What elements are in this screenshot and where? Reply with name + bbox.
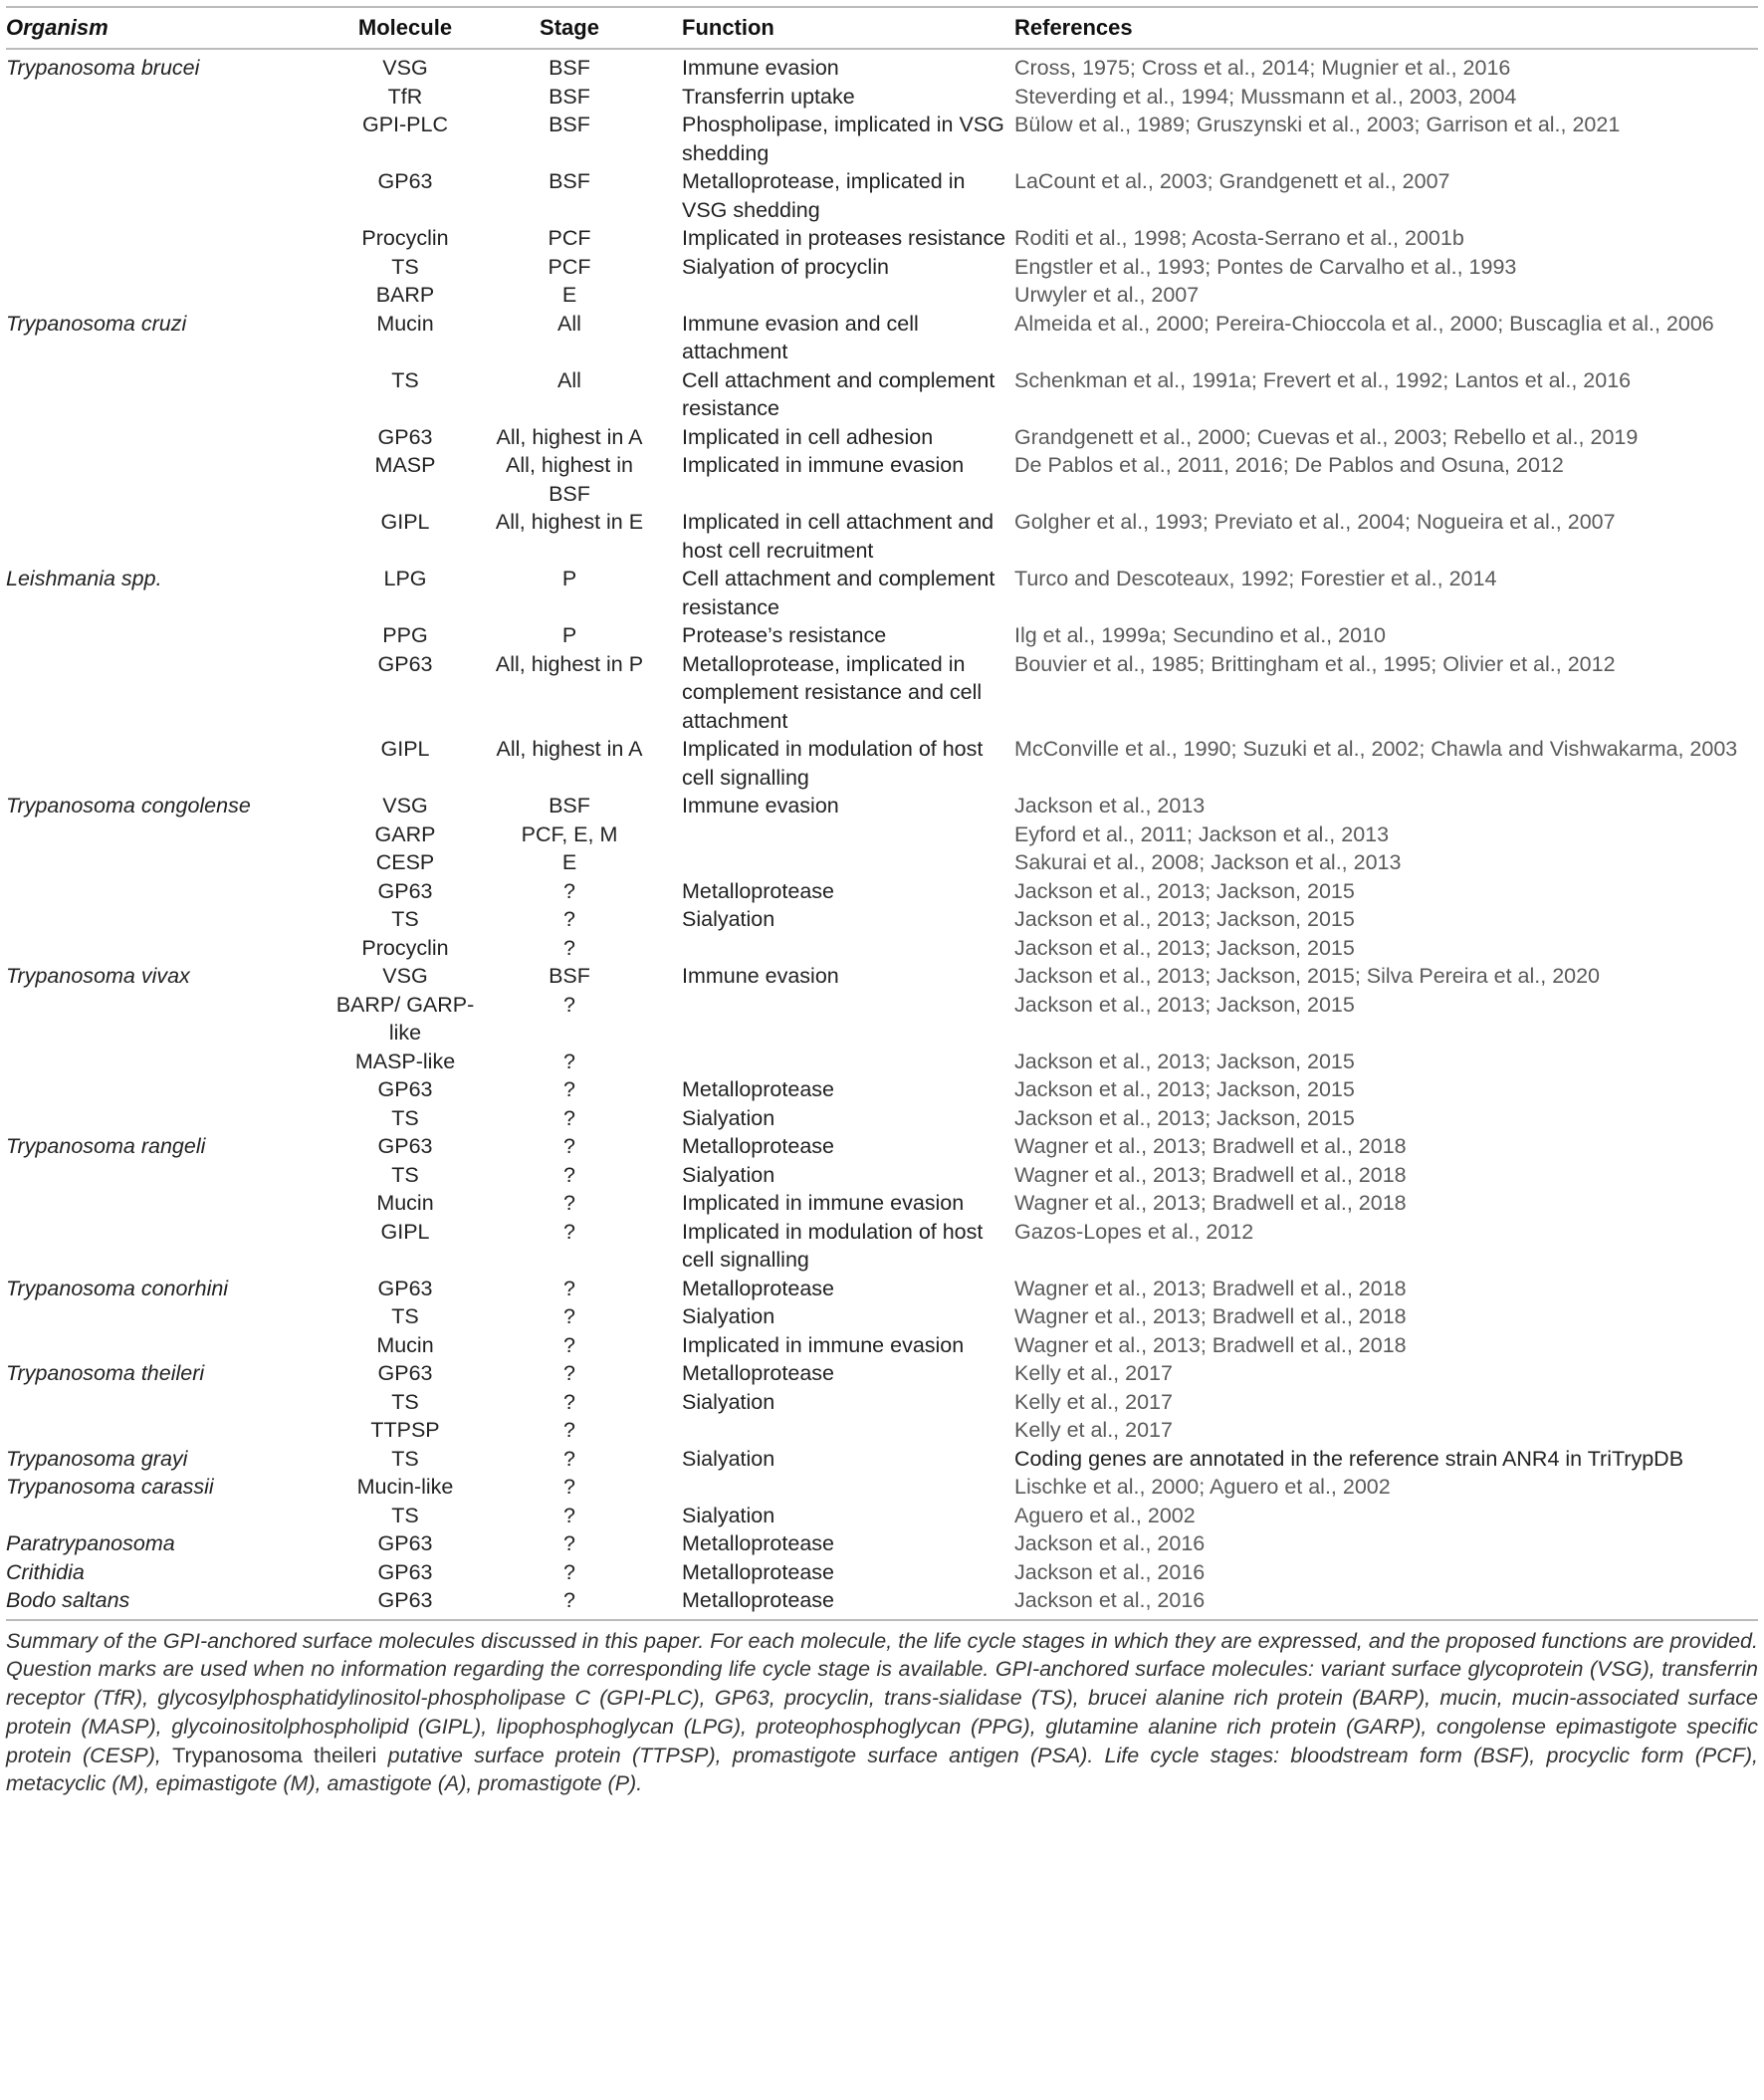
cell-stage: BSF	[549, 84, 590, 109]
cell-function: Phospholipase, implicated in VSG shedding	[682, 113, 1004, 165]
cell-molecule: MASP	[374, 453, 436, 477]
table-row	[6, 1473, 1758, 1502]
cell-function: Cell attachment and complement resistance	[682, 567, 995, 619]
table-row	[6, 508, 1758, 565]
cell-references: Urwyler et al., 2007	[1014, 283, 1200, 307]
cell-molecule: Procyclin	[361, 935, 449, 960]
table-row	[6, 565, 1758, 621]
cell-references: Wagner et al., 2013; Bradwell et al., 2018	[1014, 1191, 1407, 1215]
cell-function: Cell attachment and complement resistance	[682, 367, 995, 420]
cell-molecule: Mucin	[376, 1332, 434, 1357]
cell-references: LaCount et al., 2003; Grandgenett et al., 2007	[1014, 169, 1450, 193]
header-molecule: Molecule	[357, 14, 453, 40]
cell-stage: ?	[563, 1503, 575, 1527]
cell-molecule: TS	[391, 1446, 419, 1471]
cell-stage: ?	[563, 1559, 575, 1584]
cell-organism: Bodo saltans	[6, 1588, 130, 1612]
cell-references: Almeida et al., 2000; Pereira-Chioccola et al., 2000; Buscaglia et al., 2006	[1014, 311, 1714, 336]
table-row	[6, 820, 1758, 849]
cell-molecule: VSG	[382, 964, 428, 988]
cell-molecule: GP63	[377, 1077, 433, 1101]
cell-references: Wagner et al., 2013; Bradwell et al., 2018	[1014, 1304, 1407, 1328]
cell-references: Bülow et al., 1989; Gruszynski et al., 2003; Garrison et al., 2021	[1014, 113, 1621, 136]
cell-stage: ?	[563, 1418, 575, 1442]
cell-stage: PCF, E, M	[521, 821, 618, 846]
cell-references: Jackson et al., 2013; Jackson, 2015	[1014, 935, 1355, 960]
cell-molecule: Procyclin	[361, 226, 449, 250]
header-references: References	[1014, 14, 1133, 40]
cell-references: Jackson et al., 2013; Jackson, 2015	[1014, 992, 1355, 1017]
cell-function: Protease’s resistance	[682, 623, 887, 647]
cell-stage: BSF	[549, 169, 590, 193]
cell-organism: Paratrypanosoma	[6, 1531, 175, 1555]
table-row	[6, 735, 1758, 792]
cell-function: Metalloprotease	[682, 1559, 834, 1584]
table-row	[6, 1048, 1758, 1076]
cell-molecule: GP63	[377, 1276, 433, 1300]
cell-function: Implicated in cell adhesion	[682, 424, 934, 449]
cell-molecule: BARP	[375, 283, 435, 307]
cell-stage: E	[561, 283, 577, 307]
cell-function: Sialyation of procyclin	[682, 254, 889, 279]
cell-molecule: GP63	[377, 1531, 433, 1555]
table-row	[6, 934, 1758, 963]
cell-function: Metalloprotease	[682, 878, 834, 903]
cell-stage: ?	[563, 907, 575, 931]
cell-references: Jackson et al., 2013; Jackson, 2015	[1014, 1049, 1355, 1073]
cell-organism: Trypanosoma conorhini	[6, 1276, 229, 1300]
cell-stage: ?	[563, 1332, 575, 1357]
table-row	[6, 253, 1758, 282]
cell-references: Jackson et al., 2013; Jackson, 2015	[1014, 1077, 1355, 1101]
table-caption	[6, 1627, 1758, 1799]
cell-molecule: TS	[391, 1389, 419, 1414]
cell-molecule: TS	[391, 367, 419, 392]
cell-molecule: GP63	[377, 1559, 433, 1584]
cell-stage: ?	[563, 1276, 575, 1300]
table-row	[6, 1388, 1758, 1417]
cell-references: Kelly et al., 2017	[1014, 1389, 1173, 1414]
table-row	[6, 451, 1758, 508]
cell-stage: ?	[563, 1105, 575, 1130]
cell-molecule: CESP	[375, 850, 435, 874]
cell-organism: Trypanosoma rangeli	[6, 1134, 206, 1158]
cell-molecule: GIPL	[380, 737, 430, 761]
cell-molecule: Mucin-like	[356, 1475, 454, 1499]
cell-stage: E	[561, 850, 577, 874]
cell-molecule: GP63	[377, 651, 433, 676]
cell-function: Implicated in immune evasion	[682, 453, 965, 477]
cell-function: Sialyation	[682, 1105, 775, 1130]
cell-molecule: TS	[391, 907, 419, 931]
cell-molecule: TS	[391, 1503, 419, 1527]
cell-function: Sialyation	[682, 1304, 775, 1328]
caption-part2: putative surface protein (TTPSP), promastigote surface antigen (PSA). Life cycle stages: bloodstream form (BSF), procyclic form (PCF), metacyclic (M), epimastigote (M), amastigote (A), promastigote (P).	[6, 1743, 1759, 1796]
cell-function: Metalloprotease	[682, 1531, 834, 1555]
table-figure	[6, 0, 1758, 1798]
table-row	[6, 423, 1758, 452]
header-organism: Organism	[6, 14, 109, 40]
cell-molecule: LPG	[383, 567, 427, 590]
cell-references: Wagner et al., 2013; Bradwell et al., 2018	[1014, 1162, 1407, 1187]
cell-references: De Pablos et al., 2011, 2016; De Pablos and Osuna, 2012	[1014, 453, 1564, 477]
cell-molecule: GP63	[377, 1361, 433, 1385]
cell-molecule: TS	[391, 254, 419, 279]
cell-molecule: Mucin	[376, 311, 434, 336]
cell-stage: PCF	[548, 254, 591, 279]
cell-function: Immune evasion	[682, 794, 839, 817]
cell-references: Eyford et al., 2011; Jackson et al., 2013	[1014, 821, 1390, 846]
cell-references: Cross, 1975; Cross et al., 2014; Mugnier et al., 2016	[1014, 56, 1511, 80]
table-row	[6, 1529, 1758, 1558]
cell-stage: ?	[563, 1361, 575, 1385]
cell-references: Kelly et al., 2017	[1014, 1418, 1173, 1442]
table-row	[6, 1132, 1758, 1161]
table-row	[6, 650, 1758, 736]
cell-stage: ?	[563, 1219, 575, 1244]
table-row	[6, 281, 1758, 310]
cell-molecule: GPI-PLC	[361, 113, 449, 136]
cell-references: Jackson et al., 2016	[1014, 1559, 1206, 1584]
table-row	[6, 1502, 1758, 1530]
cell-molecule: GIPL	[380, 510, 430, 534]
table-row	[6, 1189, 1758, 1218]
table-row	[6, 366, 1758, 423]
cell-molecule: Mucin	[376, 1191, 434, 1215]
cell-organism: Leishmania spp.	[6, 567, 162, 590]
header-stage: Stage	[540, 14, 599, 40]
table-row	[6, 905, 1758, 934]
table-row	[6, 1445, 1758, 1474]
cell-function: Implicated in immune evasion	[682, 1332, 965, 1357]
table-row	[6, 1275, 1758, 1303]
cell-organism: Trypanosoma cruzi	[6, 311, 187, 336]
table-header	[6, 8, 1758, 48]
cell-references: Wagner et al., 2013; Bradwell et al., 2018	[1014, 1332, 1407, 1357]
table-row	[6, 54, 1758, 83]
cell-function: Sialyation	[682, 1389, 775, 1414]
caption-part1: Summary of the GPI-anchored surface molecules discussed in this paper. For each molecule, the life cycle stages in which they are expressed, and the proposed functions are provided. Question marks are used when no information regarding the corresponding life cycle stage is available. GPI-anchored surface molecules: variant surface glycoprotein (VSG), transferrin receptor (TfR), glycosylphosphatidylinositol-phospholipase C (GPI-PLC), GP63, procyclin, trans-sialidase (TS), brucei alanine rich protein (BARP), mucin, mucin-associated surface protein (MASP), glycoinositolphospholipid (GIPL), lipophosphoglycan (LPG), proteophosphoglycan (PPG), glutamine alanine rich protein (GARP), congolense epimastigote specific protein (CESP),	[6, 1628, 1758, 1767]
cell-stage: P	[561, 567, 577, 590]
cell-references: Turco and Descoteaux, 1992; Forestier et al., 2014	[1014, 567, 1497, 590]
cell-molecule: PPG	[382, 623, 428, 647]
cell-stage: All	[557, 311, 581, 336]
cell-function: Sialyation	[682, 907, 775, 931]
cell-function: Implicated in modulation of host cell signalling	[682, 1219, 984, 1272]
cell-references: Jackson et al., 2013; Jackson, 2015; Silva Pereira et al., 2020	[1014, 964, 1601, 988]
cell-stage: All, highest in A	[496, 424, 643, 449]
cell-function: Implicated in immune evasion	[682, 1191, 965, 1215]
cell-stage: BSF	[549, 113, 590, 136]
table-row	[6, 167, 1758, 224]
cell-stage: All	[557, 367, 581, 392]
table-row	[6, 877, 1758, 906]
table-row	[6, 792, 1758, 820]
cell-references: Bouvier et al., 1985; Brittingham et al., 1995; Olivier et al., 2012	[1014, 651, 1616, 676]
cell-molecule: TTPSP	[370, 1418, 440, 1442]
cell-organism: Trypanosoma carassii	[6, 1475, 214, 1499]
table-row	[6, 1218, 1758, 1275]
cell-references: Golgher et al., 1993; Previato et al., 2004; Nogueira et al., 2007	[1014, 510, 1616, 534]
table-row	[6, 621, 1758, 650]
cell-function: Implicated in proteases resistance	[682, 226, 1006, 250]
cell-molecule: TfR	[387, 84, 423, 109]
cell-references: Jackson et al., 2013	[1014, 794, 1206, 817]
cell-references: Jackson et al., 2013; Jackson, 2015	[1014, 878, 1355, 903]
cell-stage: BSF	[549, 56, 590, 80]
cell-stage: ?	[563, 1191, 575, 1215]
table-row	[6, 1331, 1758, 1360]
cell-molecule: GP63	[377, 169, 433, 193]
table-row	[6, 1558, 1758, 1587]
cell-references: Jackson et al., 2013; Jackson, 2015	[1014, 1105, 1355, 1130]
cell-function: Metalloprotease	[682, 1588, 834, 1612]
cell-molecule: VSG	[382, 56, 428, 80]
table-row	[6, 310, 1758, 366]
cell-function: Metalloprotease	[682, 1077, 834, 1101]
caption-upright: Trypanosoma theileri	[172, 1743, 377, 1767]
cell-stage: ?	[563, 1389, 575, 1414]
cell-stage: ?	[563, 1531, 575, 1555]
cell-references: Kelly et al., 2017	[1014, 1361, 1173, 1385]
cell-stage: ?	[563, 1077, 575, 1101]
table-row	[6, 1302, 1758, 1331]
table-row	[6, 1161, 1758, 1190]
cell-stage: ?	[563, 1134, 575, 1158]
cell-function: Implicated in modulation of host cell signalling	[682, 737, 984, 790]
cell-organism: Trypanosoma vivax	[6, 964, 190, 988]
cell-molecule: GARP	[374, 821, 436, 846]
cell-function: Metalloprotease	[682, 1361, 834, 1385]
cell-stage: ?	[563, 878, 575, 903]
cell-references: Schenkman et al., 1991a; Frevert et al., 1992; Lantos et al., 2016	[1014, 367, 1632, 392]
table-row	[6, 991, 1758, 1048]
cell-stage: ?	[563, 1475, 575, 1499]
cell-function: Implicated in cell attachment and host cell recruitment	[682, 510, 994, 563]
table-row	[6, 1075, 1758, 1104]
cell-organism: Crithidia	[6, 1559, 85, 1584]
cell-molecule: VSG	[382, 794, 428, 817]
cell-references: Gazos-Lopes et al., 2012	[1014, 1219, 1254, 1244]
cell-references: Lischke et al., 2000; Aguero et al., 2002	[1014, 1475, 1391, 1499]
cell-organism: Trypanosoma brucei	[6, 56, 200, 80]
table-row	[6, 1104, 1758, 1133]
cell-stage: All, highest in E	[495, 510, 644, 534]
cell-function: Immune evasion	[682, 56, 839, 80]
cell-references: Jackson et al., 2016	[1014, 1531, 1206, 1555]
table-row	[6, 1359, 1758, 1388]
table-row	[6, 1416, 1758, 1445]
cell-references: Engstler et al., 1993; Pontes de Carvalho et al., 1993	[1014, 254, 1517, 279]
cell-organism: Trypanosoma grayi	[6, 1446, 188, 1471]
table-row	[6, 111, 1758, 167]
cell-references: Sakurai et al., 2008; Jackson et al., 2013	[1014, 850, 1402, 874]
cell-organism: Trypanosoma theileri	[6, 1361, 205, 1385]
cell-stage: ?	[563, 1446, 575, 1471]
cell-molecule: MASP-like	[354, 1049, 456, 1073]
cell-function: Metalloprotease, implicated in complement resistance and cell attachment	[682, 651, 983, 733]
cell-function: Immune evasion	[682, 964, 839, 988]
cell-molecule: GP63	[377, 424, 433, 449]
cell-references: Aguero et al., 2002	[1014, 1503, 1196, 1527]
cell-stage: All, highest in P	[495, 651, 644, 676]
cell-references: Ilg et al., 1999a; Secundino et al., 2010	[1014, 623, 1386, 647]
table-body	[6, 50, 1758, 1619]
cell-references: Roditi et al., 1998; Acosta-Serrano et al., 2001b	[1014, 226, 1464, 250]
cell-references: Wagner et al., 2013; Bradwell et al., 2018	[1014, 1134, 1407, 1158]
cell-function: Metalloprotease	[682, 1134, 834, 1158]
cell-stage: BSF	[549, 964, 590, 988]
cell-references: Coding genes are annotated in the reference strain ANR4 in TriTrypDB	[1014, 1446, 1684, 1471]
table-row	[6, 848, 1758, 877]
cell-references: Jackson et al., 2013; Jackson, 2015	[1014, 907, 1355, 931]
cell-molecule: GP63	[377, 1588, 433, 1612]
cell-molecule: TS	[391, 1105, 419, 1130]
cell-stage: ?	[563, 992, 575, 1017]
table-row	[6, 962, 1758, 991]
cell-stage: ?	[563, 1304, 575, 1328]
cell-references: Wagner et al., 2013; Bradwell et al., 2018	[1014, 1276, 1407, 1300]
table-row	[6, 224, 1758, 253]
cell-references: Jackson et al., 2016	[1014, 1588, 1206, 1612]
cell-stage: ?	[563, 935, 575, 960]
cell-stage: BSF	[549, 794, 590, 817]
cell-stage: All, highest in A	[496, 737, 643, 761]
cell-function: Sialyation	[682, 1446, 775, 1471]
cell-stage: ?	[563, 1162, 575, 1187]
cell-function: Metalloprotease	[682, 1276, 834, 1300]
bottom-rule	[6, 1619, 1758, 1621]
table-row	[6, 83, 1758, 112]
cell-stage: PCF	[548, 226, 591, 250]
cell-stage: All, highest in BSF	[506, 453, 633, 506]
cell-molecule: GP63	[377, 1134, 433, 1158]
cell-molecule: TS	[391, 1162, 419, 1187]
cell-function: Sialyation	[682, 1162, 775, 1187]
cell-stage: ?	[563, 1588, 575, 1612]
header-function: Function	[682, 14, 774, 40]
cell-molecule: GP63	[377, 878, 433, 903]
cell-references: Steverding et al., 1994; Mussmann et al., 2003, 2004	[1014, 84, 1517, 109]
cell-function: Metalloprotease, implicated in VSG shedding	[682, 169, 966, 222]
cell-references: Grandgenett et al., 2000; Cuevas et al., 2003; Rebello et al., 2019	[1014, 424, 1639, 449]
cell-molecule: TS	[391, 1304, 419, 1328]
cell-references: McConville et al., 1990; Suzuki et al., 2002; Chawla and Vishwakarma, 2003	[1014, 737, 1738, 761]
cell-organism: Trypanosoma congolense	[6, 794, 251, 817]
cell-stage: ?	[563, 1049, 575, 1073]
cell-stage: P	[561, 623, 577, 647]
cell-function: Transferrin uptake	[682, 84, 855, 109]
cell-function: Sialyation	[682, 1503, 775, 1527]
cell-molecule: GIPL	[380, 1219, 430, 1244]
table-row	[6, 1586, 1758, 1615]
cell-function: Immune evasion and cell attachment	[682, 311, 919, 363]
cell-molecule: BARP/ GARP-like	[335, 992, 475, 1045]
